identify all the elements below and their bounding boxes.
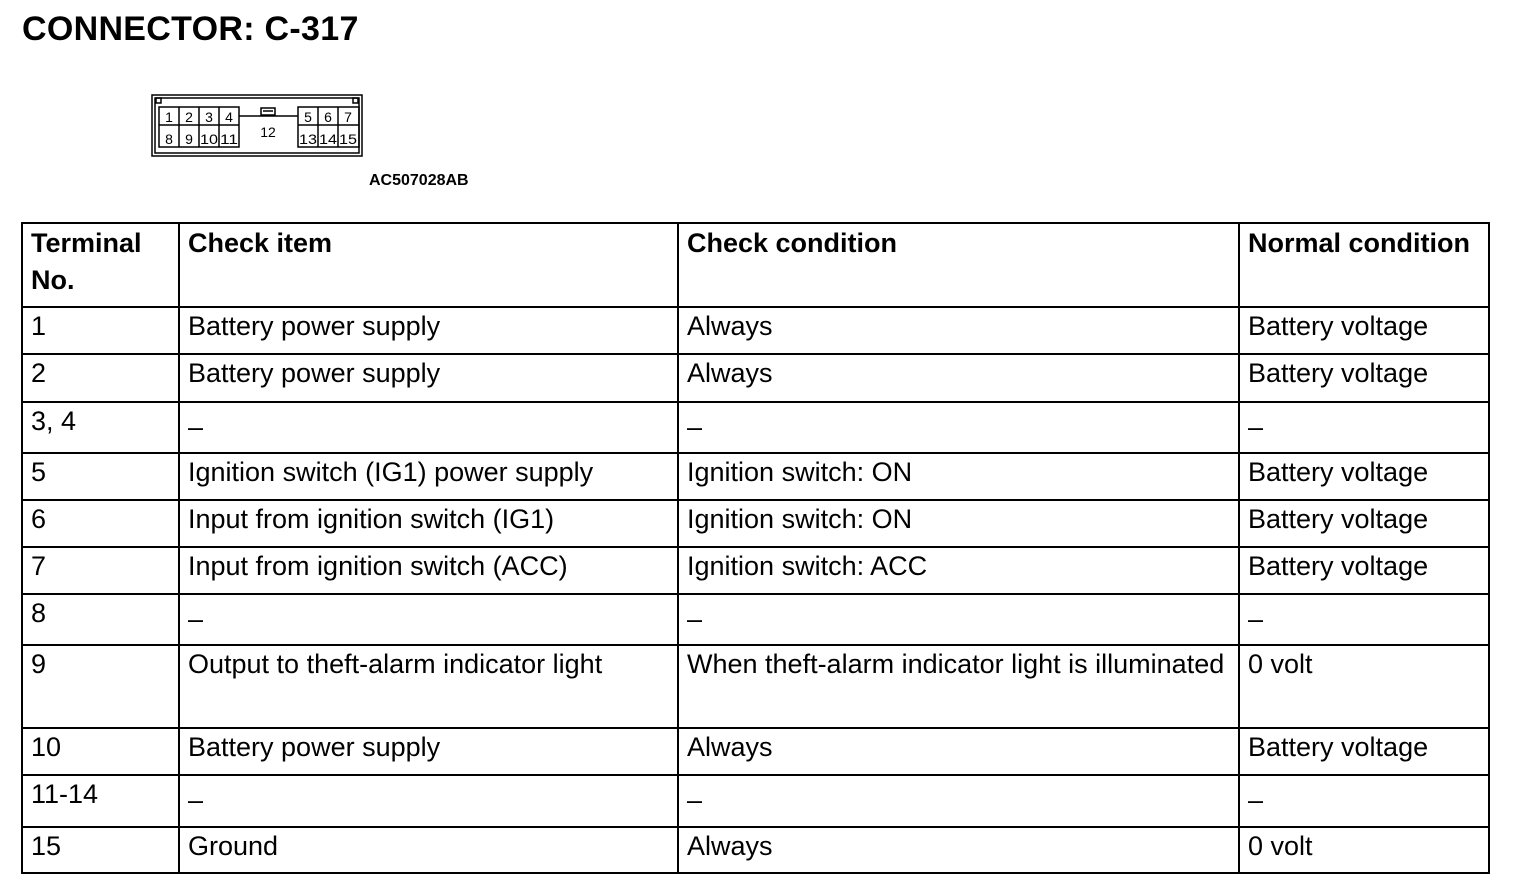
check-item-cell: – [179,402,678,453]
check-condition-cell: When theft-alarm indicator light is illuminated [678,645,1239,728]
connector-diagram [150,92,366,160]
check-item-cell: – [179,775,678,827]
header-normal-condition: Normal condition [1239,223,1489,307]
terminal-cell: 2 [22,354,179,402]
terminal-9-label: 9 [185,131,193,147]
table-header-row [22,223,1489,307]
check-item-cell: Input from ignition switch (IG1) [179,500,678,547]
check-item-cell: Battery power supply [179,354,678,402]
table-row [22,645,1489,728]
terminal-4-label: 4 [225,109,233,125]
terminal-3-label: 3 [205,109,213,125]
normal-condition-cell: Battery voltage [1239,453,1489,500]
table-row [22,594,1489,645]
terminal-cell: 11-14 [22,775,179,827]
table-row [22,827,1489,873]
terminal-14-label: 14 [319,131,338,147]
terminal-10-label: 10 [200,131,219,147]
figure-code: AC507028AB [369,172,469,189]
check-condition-cell: – [678,594,1239,645]
check-item-cell: – [179,594,678,645]
table-row [22,307,1489,354]
check-condition-cell: Always [678,307,1239,354]
terminal-cell: 10 [22,728,179,775]
check-item-cell: Battery power supply [179,307,678,354]
terminal-11-label: 11 [220,131,239,147]
check-condition-cell: – [678,775,1239,827]
normal-condition-cell: – [1239,402,1489,453]
terminal-cell: 1 [22,307,179,354]
terminal-cell: 7 [22,547,179,594]
normal-condition-cell: 0 volt [1239,645,1489,728]
header-check-condition: Check condition [678,223,1239,307]
terminal-cell: 8 [22,594,179,645]
normal-condition-cell: – [1239,775,1489,827]
normal-condition-cell: – [1239,594,1489,645]
header-check-item: Check item [179,223,678,307]
table-row [22,354,1489,402]
terminal-12-label: 12 [260,124,276,140]
normal-condition-cell: Battery voltage [1239,500,1489,547]
page-title: CONNECTOR: C-317 [22,10,359,48]
check-condition-cell: – [678,402,1239,453]
terminal-1-label: 1 [165,109,173,125]
table-row [22,402,1489,453]
table-row [22,775,1489,827]
terminal-cell: 15 [22,827,179,873]
table-row [22,500,1489,547]
check-condition-cell: Ignition switch: ON [678,500,1239,547]
terminal-cell: 5 [22,453,179,500]
normal-condition-cell: Battery voltage [1239,547,1489,594]
terminal-2-label: 2 [185,109,193,125]
check-item-cell: Ground [179,827,678,873]
check-item-cell: Ignition switch (IG1) power supply [179,453,678,500]
terminal-13-label: 13 [299,131,318,147]
terminal-cell: 9 [22,645,179,728]
check-condition-cell: Ignition switch: ON [678,453,1239,500]
check-item-cell: Output to theft-alarm indicator light [179,645,678,728]
terminal-7-label: 7 [344,109,352,125]
table-row [22,453,1489,500]
terminal-5-label: 5 [304,109,312,125]
terminal-cell: 6 [22,500,179,547]
terminal-table [21,222,1490,874]
terminal-15-label: 15 [339,131,358,147]
normal-condition-cell: Battery voltage [1239,307,1489,354]
check-condition-cell: Always [678,728,1239,775]
table-row [22,547,1489,594]
header-terminal-no: Terminal No. [22,223,179,307]
terminal-8-label: 8 [165,131,173,147]
table-row [22,728,1489,775]
check-item-cell: Input from ignition switch (ACC) [179,547,678,594]
check-condition-cell: Always [678,827,1239,873]
check-item-cell: Battery power supply [179,728,678,775]
normal-condition-cell: Battery voltage [1239,728,1489,775]
terminal-6-label: 6 [324,109,332,125]
check-condition-cell: Ignition switch: ACC [678,547,1239,594]
normal-condition-cell: 0 volt [1239,827,1489,873]
terminal-cell: 3, 4 [22,402,179,453]
normal-condition-cell: Battery voltage [1239,354,1489,402]
check-condition-cell: Always [678,354,1239,402]
